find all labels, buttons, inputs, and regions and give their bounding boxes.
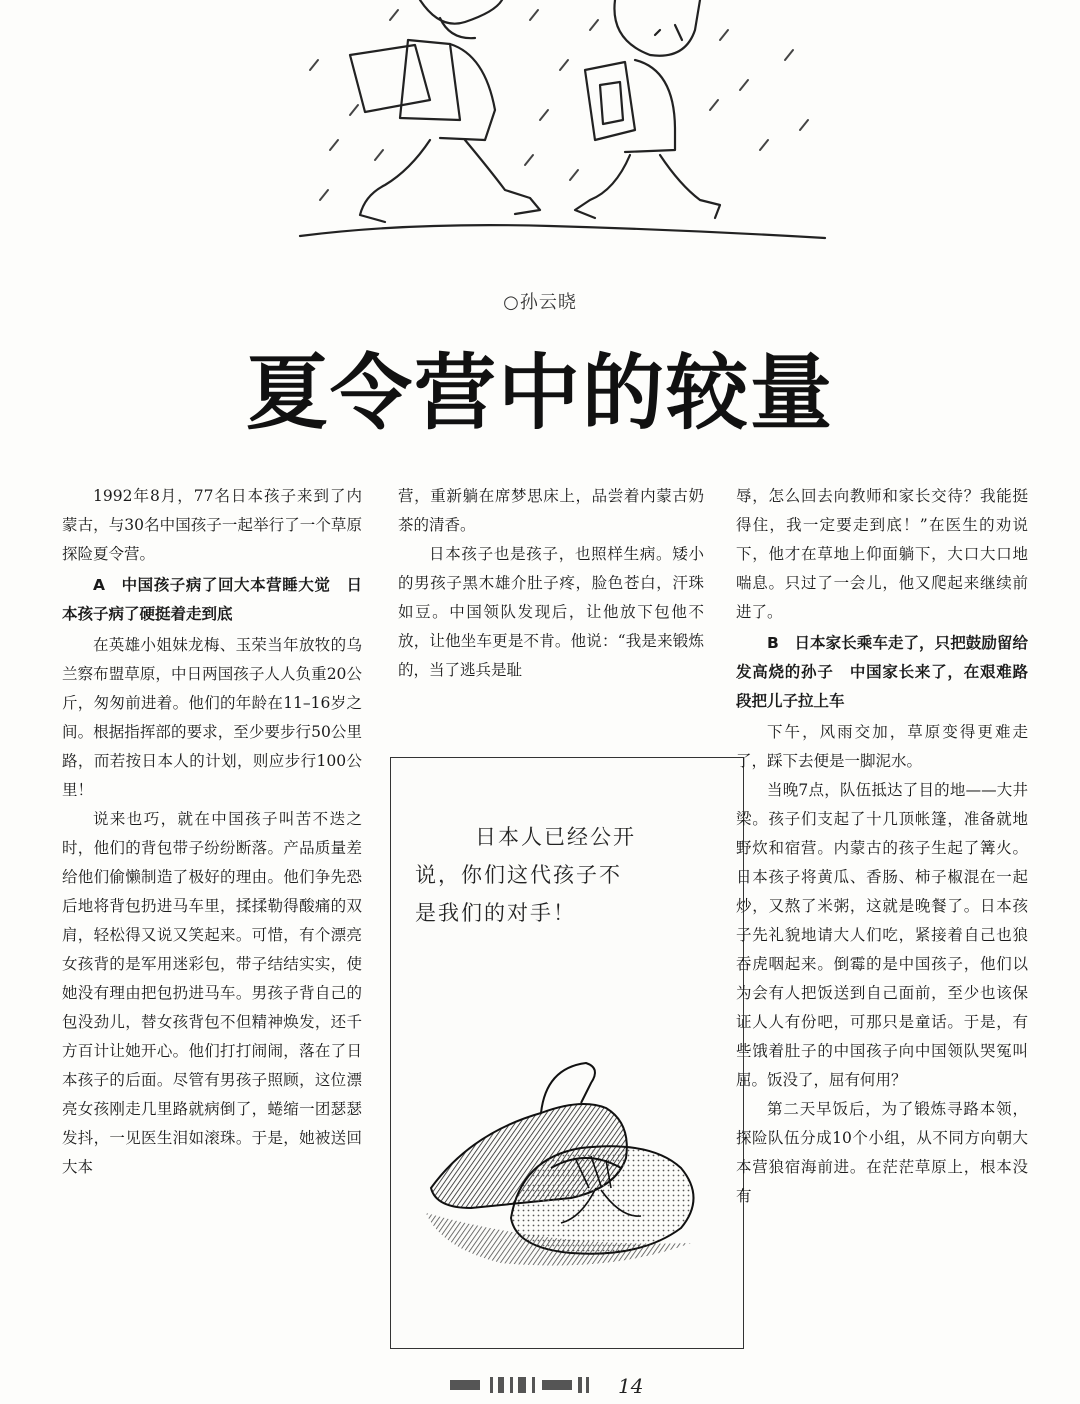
quote-line: 是我们的对手！: [415, 901, 576, 925]
shoes-illustration: [411, 1048, 711, 1278]
paragraph: 日本孩子也是孩子，也照样生病。矮小的男孩子黑木雄介肚子疼，脸色苍白，汗珠如豆。中国领队发现后，让他放下包他不放，让他坐车更是不肯。他说：“我是来锻炼的，当了逃兵是耻: [398, 545, 704, 679]
text-column-3: [736, 482, 1028, 1211]
paragraph: 辱，怎么回去向教师和家长交待？我能挺得住，我一定要走到底！”在医生的劝说下，他才在草地上仰面躺下，大口大口地喘息。只过了一会儿，他又爬起来继续前进了。: [736, 487, 1028, 621]
page-footer: [0, 1374, 1080, 1404]
text-column-1: [62, 482, 362, 1182]
paragraph: 1992年8月，77名日本孩子来到了内蒙古，与30名中国孩子一起举行了一个草原探险夏令营。: [62, 487, 362, 563]
paragraph: 营，重新躺在席梦思床上，品尝着内蒙古奶茶的清香。: [398, 487, 704, 534]
quote-line: 说，你们这代孩子不: [415, 863, 622, 887]
quote-sidebar-box: [390, 757, 744, 1349]
quote-line: 日本人已经公开: [475, 825, 636, 849]
barcode-mark-icon: [450, 1374, 610, 1396]
children-in-rain-illustration: [290, 0, 830, 250]
article-byline: ○孙云晓: [503, 292, 577, 313]
paragraph: 下午，风雨交加，草原变得更难走了，踩下去便是一脚泥水。: [736, 723, 1028, 770]
paragraph: 在英雄小姐妹龙梅、玉荣当年放牧的乌兰察布盟草原，中日两国孩子人人负重20公斤，匆匆前进着。他们的年龄在11–16岁之间。根据指挥部的要求，至少要步行50公里路，而若按日本人的计划，则应步行100公里！: [62, 636, 362, 799]
article-title: 夏令营中的较量: [245, 346, 834, 441]
paragraph: 第二天早饭后，为了锻炼寻路本领，探险队伍分成10个小组，从不同方向朝大本营狼宿海前进。在茫茫草原上，根本没有: [736, 1100, 1028, 1205]
paragraph: 当晚7点，队伍抵达了目的地——大井梁。孩子们支起了十几顶帐篷，准备就地野炊和宿营。内蒙古的孩子生起了篝火。日本孩子将黄瓜、香肠、柿子椒混在一起炒，又熬了米粥，这就是晚餐了。日本孩子先礼貌地请大人们吃，紧接着自己也狼吞虎咽起来。倒霉的是中国孩子，他们以为会有人把饭送到自己面前，至少也该保证人人有份吧，可那只是童话。于是，有些饿着肚子的中国孩子向中国领队哭冤叫屈。饭没了，屈有何用？: [736, 781, 1028, 1089]
section-heading-a: A 中国孩子病了回大本营睡大觉 日本孩子病了硬挺着走到底: [62, 576, 362, 623]
section-heading-b: B 日本家长乘车走了，只把鼓励留给发高烧的孙子 中国家长来了，在艰难路段把儿子拉上车: [736, 634, 1028, 710]
text-column-2: [398, 482, 704, 685]
page-number: 14: [618, 1374, 644, 1398]
sidebar-quote: [415, 818, 715, 932]
paragraph: 说来也巧，就在中国孩子叫苦不迭之时，他们的背包带子纷纷断落。产品质量差给他们偷懒制造了极好的理由。他们争先恐后地将背包扔进马车里，揉揉勒得酸痛的双肩，轻松得又说又笑起来。可惜，有个漂亮女孩背的是军用迷彩包，带子结结实实，使她没有理由把包扔进马车。男孩子背自己的包没劲儿，替女孩背包不但精神焕发，还千方百计让她开心。他们打打闹闹，落在了日本孩子的后面。尽管有男孩子照顾，这位漂亮女孩刚走几里路就病倒了，蜷缩一团瑟瑟发抖，一见医生泪如滚珠。于是，她被送回大本: [62, 810, 362, 1176]
